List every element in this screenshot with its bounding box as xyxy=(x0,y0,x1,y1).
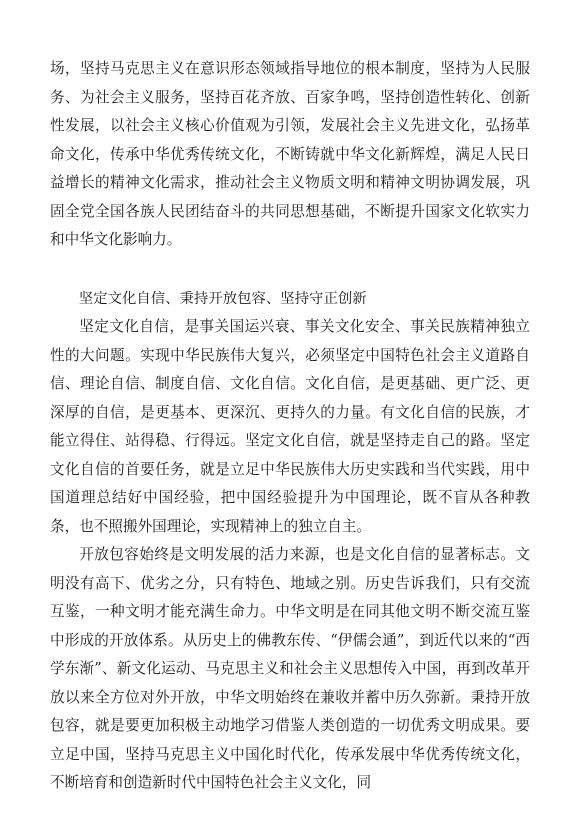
section-heading: 坚定文化自信、秉持开放包容、坚持守正创新 xyxy=(78,290,367,307)
paragraph-cultural-confidence: 坚定文化自信，是事关国运兴衰、事关文化安全、事关民族精神独立性的大问题。实现中华民族伟大复兴，必须坚定中国特色社会主义道路自信、理论自信、制度自信、文化自信。文化自信，是更基础、更广泛、更深厚的自信，是更基本、更深沉、更持久的力量。有文化自信的民族，才能立得住、站得稳、行得远。坚定文化自信，就是坚持走自己的路。坚定文化自信的首要任务，就是立足中华民族伟大历史实践和当代实践，用中国道理总结好中国经验，把中国经验提升为中国理论，既不盲从各种教条，也不照搬外国理论，实现精神上的独立自主。 xyxy=(50,318,530,535)
paragraph-openness-inclusiveness: 开放包容始终是文明发展的活力来源，也是文化自信的显著标志。文明没有高下、优劣之分，只有特色、地域之别。历史告诉我们，只有交流互鉴，一种文明才能充满生命力。中华文明是在同其他文明不断交流互鉴中形成的开放体系。从历史上的佛教东传、“伊儒会通”，到近代以来的“西学东渐”、新文化运动、马克思主义和社会主义思想传入中国，再到改革开放以来全方位对外开放，中华文明始终在兼收并蓄中历久弥新。秉持开放包容，就是要更加积极主动地学习借鉴人类创造的一切优秀文明成果。要立足中国，坚持马克思主义中国化时代化，传承发展中华优秀传统文化，不断培育和创造新时代中国特色社会主义文化，同 xyxy=(50,546,530,791)
document-page xyxy=(50,55,530,798)
paragraph-continuation: 场，坚持马克思主义在意识形态领域指导地位的根本制度，坚持为人民服务、为社会主义服务，坚持百花齐放、百家争鸣，坚持创造性转化、创新性发展，以社会主义核心价值观为引领，发展社会主义先进文化，弘扬革命文化，传承中华优秀传统文化，不断铸就中华文化新辉煌，满足人民日益增长的精神文化需求，推动社会主义物质文明和精神文明协调发展，巩固全党全国各族人民团结奋斗的共同思想基础，不断提升国家文化软实力和中华文化影响力。 xyxy=(50,60,530,248)
